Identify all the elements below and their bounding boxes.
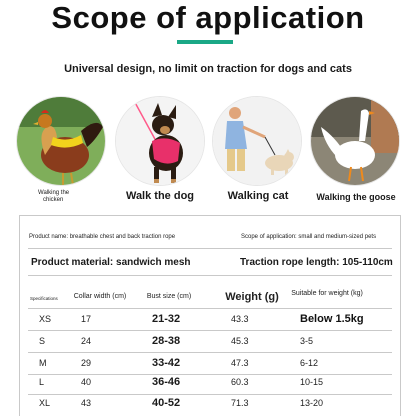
divider [28,275,392,276]
header-specifications: Specifications [30,296,58,301]
caption-walk-dog: Walk the dog [125,190,195,202]
goose-photo [311,97,399,185]
product-name: Product name: breathable chest and back traction rope [29,234,176,240]
cell-weight: 71.3 [231,398,249,408]
table-row [28,371,392,393]
product-material: Product material: sandwich mesh [31,257,191,268]
cell-collar: 43 [81,398,92,408]
cell-collar: 17 [81,314,92,324]
scope-of-application: Scope of application: small and medium-sized pets [241,234,377,240]
table-row [28,392,392,414]
table-row [28,308,392,330]
cell-collar: 29 [81,358,92,368]
cell-bust: 28-38 [152,335,181,347]
cell-weight: 60.3 [231,377,249,387]
cat-photo [213,97,301,185]
table-row [28,330,392,352]
cell-bust: 36-46 [152,376,181,388]
header-suitable-weight: Suitable for weight (kg) [291,290,363,297]
cell-size: S [39,336,46,346]
divider [28,248,392,249]
cell-weight: 43.3 [231,314,249,324]
page-title: Scope of application [51,0,365,35]
subtitle: Universal design, no limit on traction for dogs and cats [64,63,352,75]
chicken-photo [17,97,105,185]
cell-suitable: 10-15 [300,377,324,387]
caption-walking-chicken [38,190,88,204]
caption-line: chicken [43,197,64,203]
cell-bust: 33-42 [152,357,181,369]
cell-weight: 45.3 [231,336,249,346]
cell-suitable: 13-20 [300,398,324,408]
cell-size: M [39,358,47,368]
rope-length: Traction rope length: 105-110cm [240,257,393,268]
cell-suitable: Below 1.5kg [300,313,364,325]
cell-bust: 21-32 [152,313,181,325]
cell-collar: 24 [81,336,92,346]
cell-size: XS [39,314,52,324]
cell-size: XL [39,398,51,408]
dog-photo [116,97,204,185]
caption-line: Walking the [38,190,70,196]
cell-suitable: 6-12 [300,358,319,368]
caption-walking-cat: Walking cat [227,190,289,202]
header-weight: Weight (g) [225,291,279,303]
title-underline [177,40,233,44]
cell-bust: 40-52 [152,397,181,409]
header-collar-width: Collar width (cm) [73,293,127,300]
header-bust-size: Bust size (cm) [146,293,192,300]
cell-collar: 40 [81,377,92,387]
caption-walking-goose: Walking the goose [316,192,396,202]
cell-weight: 47.3 [231,358,249,368]
cell-size: L [39,377,45,387]
cell-suitable: 3-5 [300,336,314,346]
